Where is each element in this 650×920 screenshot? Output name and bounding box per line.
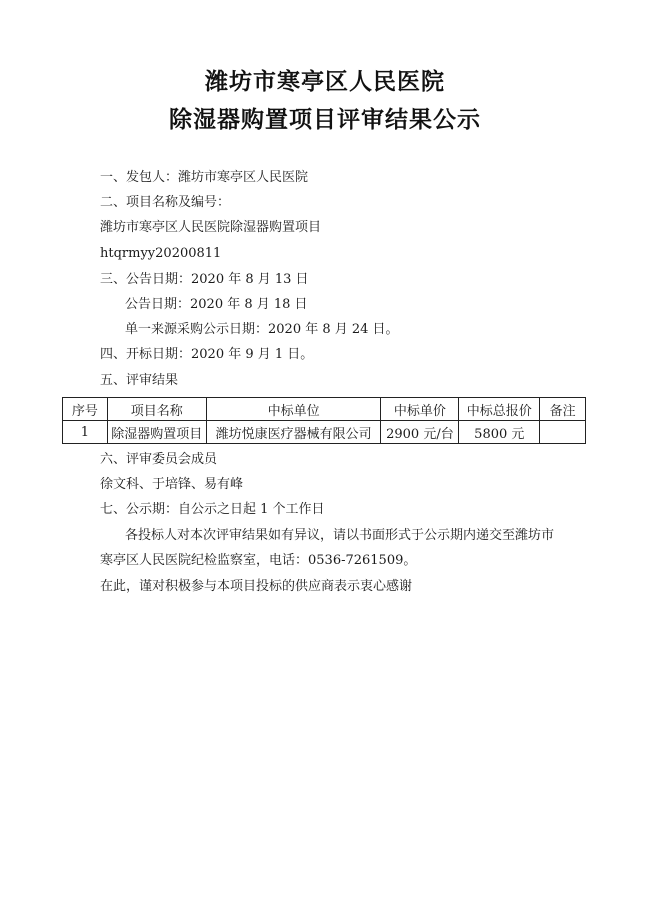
table-row <box>63 421 586 444</box>
cell-remark <box>540 421 586 444</box>
header-winner: 中标单位 <box>206 398 381 421</box>
header-project-name: 项目名称 <box>107 398 206 421</box>
committee-heading: 六、评审委员会成员 <box>100 452 218 467</box>
cell-project-name: 除湿器购置项目 <box>107 421 206 444</box>
project-heading: 二、项目名称及编号： <box>100 195 231 210</box>
announce-date: 三、公告日期：2020 年 8 月 13 日 <box>100 272 309 287</box>
result-table <box>62 397 586 444</box>
header-index: 序号 <box>63 398 108 421</box>
header-total-price: 中标总报价 <box>459 398 540 421</box>
cell-winner: 潍坊悦康医疗器械有限公司 <box>206 421 381 444</box>
objection-line-1: 各投标人对本次评审结果如有异议，请以书面形式于公示期内递交至潍坊市 <box>125 528 555 543</box>
single-source-date: 单一来源采购公示日期：2020 年 8 月 24 日。 <box>125 322 399 337</box>
announce-date-2: 公告日期：2020 年 8 月 18 日 <box>125 297 308 312</box>
header-remark: 备注 <box>540 398 586 421</box>
project-code: htqrmyy20200811 <box>100 246 222 261</box>
thanks-line: 在此，谨对积极参与本项目投标的供应商表示衷心感谢 <box>100 579 413 594</box>
objection-line-2: 寒亭区人民医院纪检监察室，电话：0536-7261509。 <box>100 553 417 568</box>
title-line-2: 除湿器购置项目评审结果公示 <box>169 107 481 133</box>
cell-index: 1 <box>63 421 108 444</box>
header-unit-price: 中标单价 <box>381 398 459 421</box>
table-header-row <box>63 398 586 421</box>
cell-total-price: 5800 元 <box>459 421 540 444</box>
cell-unit-price: 2900 元/台 <box>381 421 459 444</box>
employer-line: 一、发包人：潍坊市寒亭区人民医院 <box>100 170 309 185</box>
title-line-1: 潍坊市寒亭区人民医院 <box>205 69 445 95</box>
project-name: 潍坊市寒亭区人民医院除湿器购置项目 <box>100 220 322 235</box>
review-heading: 五、评审结果 <box>100 373 179 388</box>
publicity-period: 七、公示期：自公示之日起 1 个工作日 <box>100 502 325 517</box>
committee-members: 徐文科、于培锋、易有峰 <box>100 477 244 492</box>
bid-open-date: 四、开标日期：2020 年 9 月 1 日。 <box>100 347 314 362</box>
